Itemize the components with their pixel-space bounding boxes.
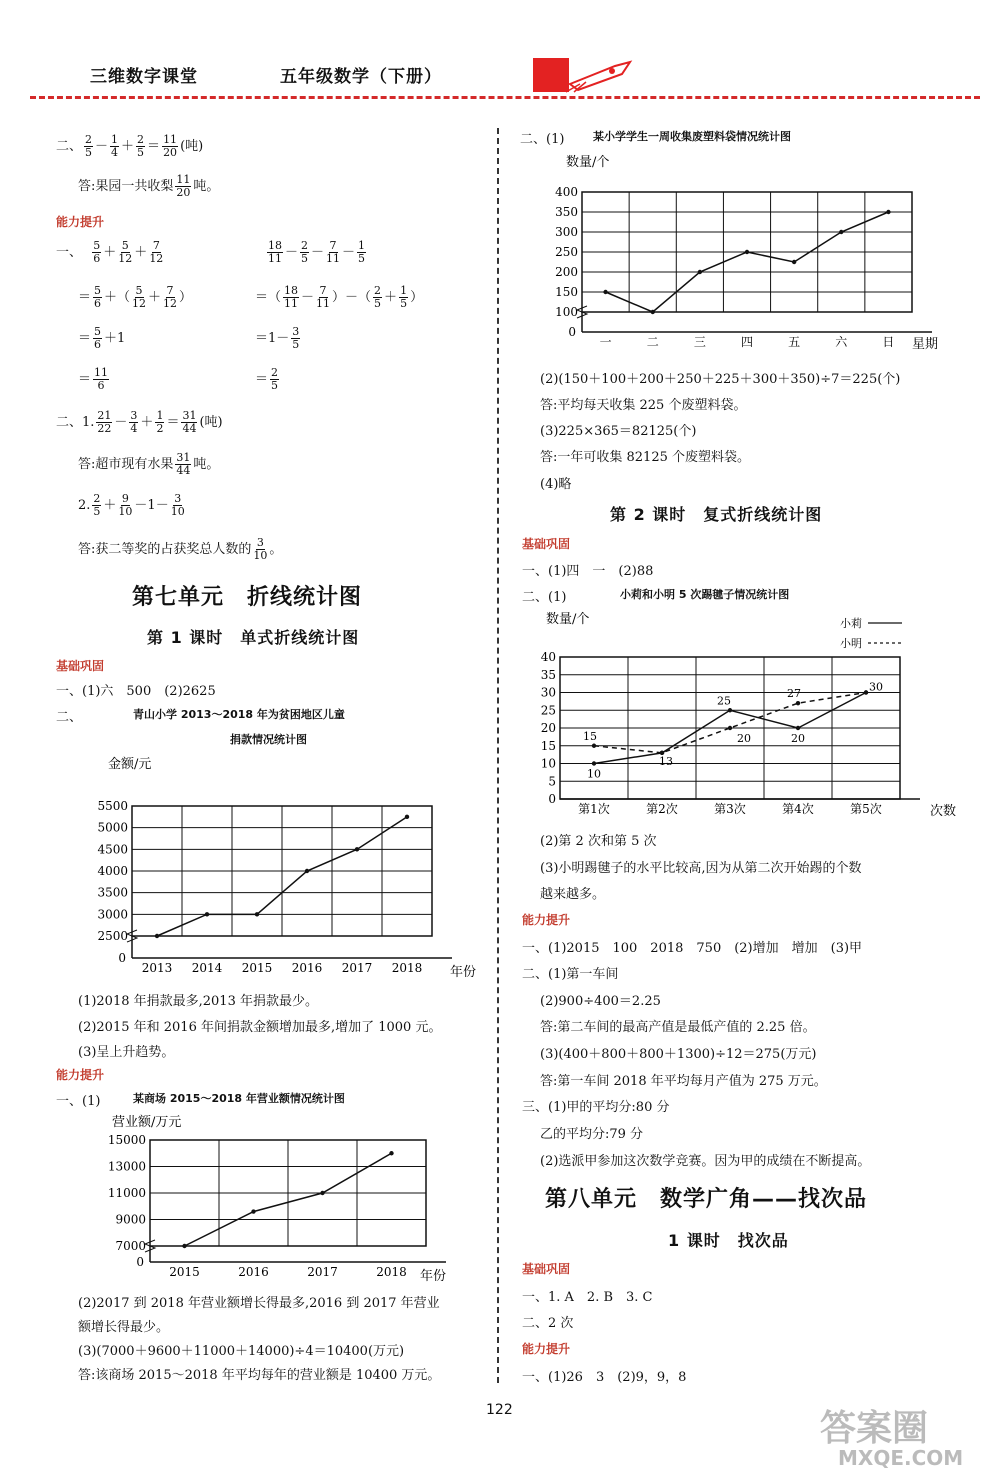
y-tick-label: 7000 bbox=[115, 1239, 146, 1253]
answer-line: (2)2015 年和 2016 年间捐款金额增加最多,增加了 1000 元。 bbox=[78, 1020, 442, 1035]
y-tick-label: 4000 bbox=[97, 864, 128, 878]
y-tick-label: 300 bbox=[555, 225, 578, 239]
y-axis-title: 营业额/万元 bbox=[112, 1115, 182, 1130]
x-axis-title: 星期 bbox=[912, 337, 939, 352]
header-divider bbox=[30, 96, 980, 99]
x-tick-label: 第1次 bbox=[578, 802, 610, 816]
answer-line: 乙的平均分:79 分 bbox=[540, 1127, 644, 1142]
book-title: 五年级数学（下册） bbox=[280, 67, 442, 87]
data-point bbox=[603, 290, 607, 294]
x-tick-label: 2014 bbox=[191, 961, 223, 975]
answer-line: (1)2018 年捐款最多,2013 年捐款最少。 bbox=[78, 994, 318, 1009]
unit7-title: 第七单元 折线统计图 bbox=[132, 585, 363, 610]
question-prefix: 二、(1) bbox=[520, 132, 565, 147]
legend-label: 小明 bbox=[840, 637, 862, 650]
y-tick-label: 3500 bbox=[97, 885, 128, 900]
answer-line: (2)2017 到 2018 年营业额增长得最多,2016 到 2017 年营业 bbox=[78, 1296, 440, 1311]
answer-line: 答:第二车间的最高产值是最低产值的 2.25 倍。 bbox=[540, 1020, 816, 1035]
zero-label: 0 bbox=[568, 325, 576, 339]
x-axis-title: 年份 bbox=[450, 965, 477, 980]
answer-line: 二、(1)第一车间 bbox=[522, 967, 619, 982]
answer-line: (3)呈上升趋势。 bbox=[78, 1045, 175, 1060]
x-tick-label: 2015 bbox=[241, 961, 273, 975]
watermark-url: MXQE.COM bbox=[838, 1446, 964, 1470]
answer-line: 一、(1)26 3 (2)9，9，8 bbox=[522, 1370, 687, 1385]
data-point bbox=[698, 270, 702, 274]
answer-pears: 答:果园一共收梨 $\frac{11}{20}$ 吨。 bbox=[78, 173, 220, 199]
page-number: 122 bbox=[486, 1402, 513, 1418]
y-tick-label: 4500 bbox=[97, 842, 128, 857]
x-tick-label: 四 bbox=[740, 335, 754, 349]
data-point bbox=[305, 869, 309, 873]
x-axis-title: 次数 bbox=[930, 804, 957, 819]
x-tick-label: 2015 bbox=[169, 1265, 200, 1279]
chart2-title: 某商场 2015～2018 年营业额情况统计图 bbox=[133, 1092, 345, 1105]
y-tick-label: 3000 bbox=[97, 907, 128, 922]
answer-line: (2)选派甲参加这次数学竞赛。因为甲的成绩在不断提高。 bbox=[540, 1154, 871, 1169]
answer-line: 二、2 次 bbox=[522, 1316, 574, 1331]
legend-label: 小莉 bbox=[840, 617, 862, 630]
section-label: 基础巩固 bbox=[522, 537, 571, 551]
y-tick-label: 100 bbox=[555, 305, 578, 319]
eq-a2: ＝ $\frac{5}{6}$ ＋（ $\frac{5}{12}$ ＋ $\frac{7}{12}$ ） bbox=[78, 284, 193, 310]
x-tick-label: 2018 bbox=[391, 961, 423, 975]
answer-line: (2)第 2 次和第 5 次 bbox=[540, 834, 657, 849]
y-axis-title: 数量/个 bbox=[566, 155, 610, 170]
answer-line: (3)225×365＝82125(个) bbox=[540, 424, 697, 439]
section-label: 能力提升 bbox=[522, 913, 571, 927]
question-prefix: 一、(1) bbox=[56, 1094, 101, 1109]
lesson3-title: 1 课时 找次品 bbox=[668, 1231, 789, 1250]
lesson2-title: 第 2 课时 复式折线统计图 bbox=[610, 505, 823, 524]
x-tick-label: 五 bbox=[788, 335, 801, 349]
eq-b4: ＝ $\frac{2}{5}$ bbox=[255, 366, 279, 392]
y-tick-label: 0 bbox=[548, 792, 556, 806]
answer-line: 三、(1)甲的平均分:80 分 bbox=[522, 1100, 670, 1115]
data-point bbox=[405, 815, 409, 819]
question-prefix: 二、(1) bbox=[522, 590, 567, 605]
rocket-icon bbox=[560, 58, 640, 94]
answer-line: (3)(400＋800＋800＋1300)÷12＝275(万元) bbox=[540, 1047, 817, 1062]
y-tick-label: 10 bbox=[540, 756, 556, 771]
chart4-title: 小莉和小明 5 次踢毽子情况统计图 bbox=[620, 588, 790, 601]
answer-line: (4)略 bbox=[540, 477, 572, 492]
answer-line: 答:该商场 2015～2018 年平均每年的营业额是 10400 万元。 bbox=[78, 1368, 441, 1383]
answer-line: 答:第一车间 2018 年平均每月产值为 275 万元。 bbox=[540, 1074, 827, 1089]
data-point bbox=[182, 1244, 186, 1248]
data-point bbox=[155, 934, 159, 938]
x-tick-label: 日 bbox=[882, 335, 895, 349]
answer-line: 越来越多。 bbox=[540, 887, 606, 902]
question-prefix: 二、 bbox=[56, 710, 83, 725]
y-tick-label: 400 bbox=[555, 185, 578, 199]
eq-a3: ＝ $\frac{5}{6}$ ＋1 bbox=[78, 325, 126, 351]
point-label: 20 bbox=[791, 732, 805, 745]
data-point bbox=[792, 260, 796, 264]
y-tick-label: 5000 bbox=[97, 820, 128, 835]
series-title: 三维数字课堂 bbox=[90, 67, 198, 87]
answer-line: (2)(150＋100＋200＋250＋225＋300＋350)÷7＝225(个) bbox=[540, 372, 901, 387]
y-tick-label: 40 bbox=[540, 650, 556, 664]
y-tick-label: 200 bbox=[555, 265, 578, 279]
answer-line: 一、(1)四 一 (2)88 bbox=[522, 564, 654, 579]
answer-fruit: 答:超市现有水果 $\frac{31}{44}$ 吨。 bbox=[78, 451, 220, 477]
y-tick-label: 20 bbox=[540, 721, 556, 735]
data-point bbox=[251, 1209, 255, 1213]
data-point bbox=[205, 912, 209, 916]
chart1-title2: 捐款情况统计图 bbox=[230, 733, 307, 746]
chart1-title: 青山小学 2013～2018 年为贫困地区儿童 bbox=[133, 708, 345, 721]
chart1 bbox=[90, 750, 490, 982]
y-tick-label: 15000 bbox=[107, 1133, 146, 1147]
watermark-logo: 答案圈 bbox=[820, 1408, 929, 1449]
data-point bbox=[389, 1151, 393, 1155]
data-point bbox=[864, 690, 868, 694]
data-point bbox=[592, 744, 596, 748]
y-tick-label: 25 bbox=[540, 703, 556, 718]
answer-line: (2)900÷400＝2.25 bbox=[540, 994, 661, 1009]
data-point bbox=[320, 1191, 324, 1195]
chart3 bbox=[540, 148, 940, 358]
point-label: 13 bbox=[659, 754, 673, 768]
x-tick-label: 三 bbox=[693, 335, 706, 349]
chart2 bbox=[100, 1108, 480, 1288]
eq-a4: ＝ $\frac{11}{6}$ bbox=[78, 366, 109, 392]
eq-a1: 一、 $\frac{5}{6}$ ＋ $\frac{5}{12}$ ＋ $\frac{7}{12}$ bbox=[56, 239, 164, 265]
data-point bbox=[355, 847, 359, 851]
eq-b3: ＝1－ $\frac{3}{5}$ bbox=[255, 325, 300, 351]
y-tick-label: 9000 bbox=[115, 1212, 146, 1227]
y-tick-label: 30 bbox=[540, 685, 556, 700]
point-label: 10 bbox=[587, 767, 601, 781]
data-point bbox=[592, 761, 596, 765]
y-tick-label: 350 bbox=[555, 205, 578, 219]
answer-line: 一、(1)2015 100 2018 750 (2)增加 增加 (3)甲 bbox=[522, 941, 863, 956]
data-point bbox=[728, 726, 732, 730]
chart3-title: 某小学学生一周收集废塑料袋情况统计图 bbox=[593, 130, 791, 143]
section-label: 基础巩固 bbox=[56, 659, 105, 673]
point-label: 30 bbox=[869, 680, 883, 694]
eq-b1: $\frac{18}{11}$ － $\frac{2}{5}$ － $\frac{7}{11}$ － $\frac{1}{5}$ bbox=[268, 239, 366, 265]
x-tick-label: 六 bbox=[835, 335, 848, 349]
series-line-1 bbox=[606, 212, 889, 312]
x-tick-label: 2013 bbox=[141, 961, 173, 975]
data-point bbox=[255, 912, 259, 916]
point-label: 25 bbox=[717, 694, 731, 708]
data-point bbox=[796, 726, 800, 730]
y-tick-label: 250 bbox=[555, 245, 578, 259]
x-tick-label: 第2次 bbox=[646, 802, 678, 816]
x-tick-label: 2016 bbox=[291, 961, 323, 975]
x-tick-label: 第5次 bbox=[850, 802, 882, 816]
y-tick-label: 15 bbox=[540, 738, 556, 753]
x-tick-label: 2018 bbox=[376, 1265, 407, 1279]
data-point bbox=[745, 250, 749, 254]
zero-label: 0 bbox=[118, 951, 126, 965]
x-tick-label: 2017 bbox=[307, 1265, 338, 1279]
x-tick-label: 第3次 bbox=[714, 802, 746, 816]
eq-c1: 二、1. $\frac{21}{22}$ － $\frac{3}{4}$ ＋ $\frac{1}{2}$ ＝ $\frac{31}{44}$ (吨) bbox=[56, 409, 223, 435]
answer-prize: 答:获二等奖的占获奖总人数的 $\frac{3}{10}$ 。 bbox=[78, 536, 283, 562]
answer-line: 答:一年可收集 82125 个废塑料袋。 bbox=[540, 450, 750, 465]
lesson1-title: 第 1 课时 单式折线统计图 bbox=[147, 628, 360, 647]
y-tick-label: 13000 bbox=[107, 1159, 146, 1174]
answer-line: 一、1. A 2. B 3. C bbox=[522, 1290, 653, 1305]
answer-line: 答:平均每天收集 225 个废塑料袋。 bbox=[540, 398, 747, 413]
answer-line: 一、(1)六 500 (2)2625 bbox=[56, 684, 216, 699]
data-point bbox=[839, 230, 843, 234]
x-tick-label: 2016 bbox=[238, 1265, 269, 1279]
eq-left-1: 二、 $\frac{2}{5}$ － $\frac{1}{4}$ ＋ $\frac{2}{5}$ ＝ $\frac{11}{20}$ (吨) bbox=[56, 133, 204, 159]
data-point bbox=[651, 310, 655, 314]
x-tick-label: 2017 bbox=[341, 961, 373, 975]
point-label: 15 bbox=[583, 729, 597, 743]
y-axis-title: 数量/个 bbox=[546, 612, 590, 627]
data-point bbox=[796, 701, 800, 705]
y-tick-label: 5 bbox=[548, 774, 556, 789]
y-tick-label: 5500 bbox=[97, 799, 128, 813]
answer-line: (3)小明踢毽子的水平比较高,因为从第二次开始踢的个数 bbox=[540, 861, 862, 876]
section-label: 能力提升 bbox=[522, 1342, 571, 1356]
section-label: 基础巩固 bbox=[522, 1262, 571, 1276]
point-label: 20 bbox=[737, 732, 751, 745]
unit8-title: 第八单元 数学广角——找次品 bbox=[545, 1187, 868, 1212]
data-point bbox=[728, 708, 732, 712]
x-tick-label: 第4次 bbox=[782, 802, 814, 816]
zero-label: 0 bbox=[136, 1255, 144, 1269]
answer-line: (3)(7000＋9600＋11000＋14000)÷4＝10400(万元) bbox=[78, 1344, 405, 1359]
point-label: 27 bbox=[787, 687, 801, 701]
x-tick-label: 二 bbox=[646, 335, 659, 349]
eq-c3: 2. $\frac{2}{5}$ ＋ $\frac{9}{10}$ －1－ $\frac{3}{10}$ bbox=[78, 492, 185, 518]
chart4 bbox=[530, 605, 960, 820]
y-tick-label: 2500 bbox=[97, 929, 128, 943]
section-label: 能力提升 bbox=[56, 215, 105, 229]
x-axis-title: 年份 bbox=[420, 1269, 447, 1284]
y-tick-label: 150 bbox=[555, 285, 578, 299]
x-tick-label: 一 bbox=[599, 335, 612, 349]
eq-b2: ＝（ $\frac{18}{11}$ － $\frac{7}{11}$ ）－（ $\frac{2}{5}$ ＋ $\frac{1}{5}$ ） bbox=[255, 284, 424, 310]
y-tick-label: 35 bbox=[540, 667, 556, 682]
section-label: 能力提升 bbox=[56, 1068, 105, 1082]
y-tick-label: 11000 bbox=[107, 1186, 146, 1200]
data-point bbox=[886, 210, 890, 214]
y-axis-title: 金额/元 bbox=[108, 757, 152, 772]
column-divider bbox=[497, 128, 499, 1383]
answer-line: 额增长得最少。 bbox=[78, 1320, 170, 1335]
